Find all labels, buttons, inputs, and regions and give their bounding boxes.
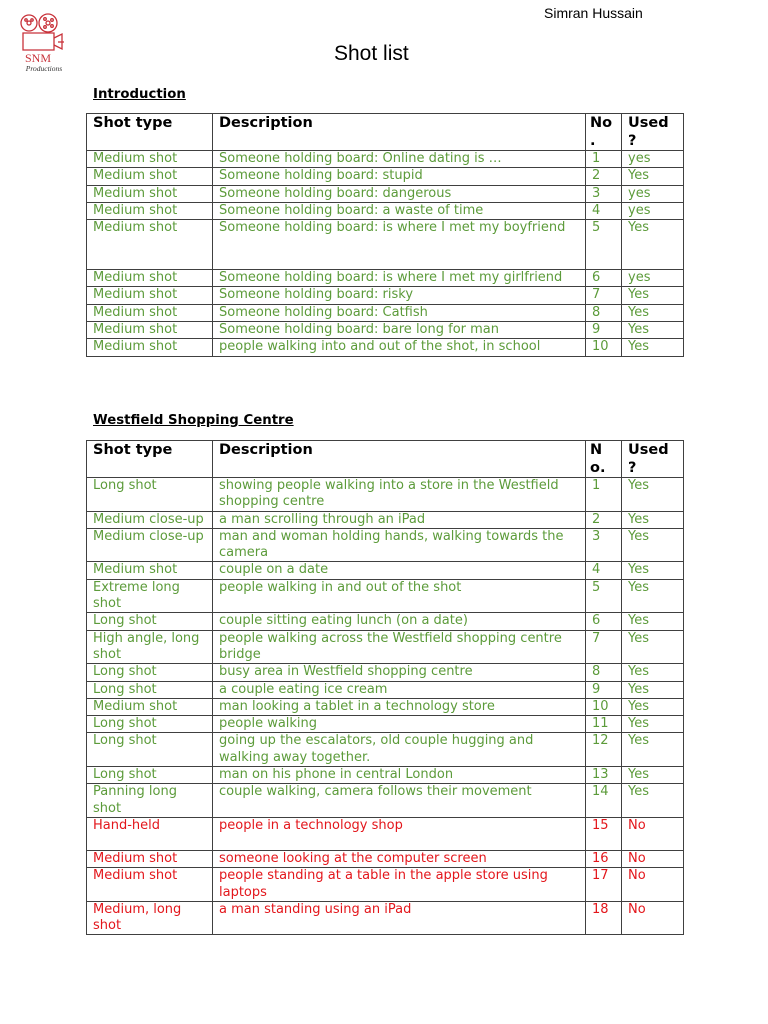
- cell-description: people standing at a table in the apple store using laptops: [213, 868, 586, 902]
- table-row: [87, 151, 684, 168]
- cell-description: people walking: [213, 716, 586, 733]
- cell-used: Yes: [622, 287, 684, 304]
- table-row: [87, 478, 684, 512]
- cell-description: Someone holding board: stupid: [213, 168, 586, 185]
- cell-number: 17: [586, 868, 622, 902]
- table-row: [87, 630, 684, 664]
- cell-number: 12: [586, 733, 622, 767]
- cell-used: No: [622, 868, 684, 902]
- section-heading-westfield: Westfield Shopping Centre: [93, 413, 294, 428]
- cell-description: Someone holding board: a waste of time: [213, 202, 586, 219]
- table-row: [87, 698, 684, 715]
- cell-shot-type: Long shot: [87, 733, 213, 767]
- table-row: [87, 339, 684, 356]
- cell-used: Yes: [622, 478, 684, 512]
- table-row: [87, 901, 684, 935]
- cell-used: No: [622, 850, 684, 867]
- cell-shot-type: Medium close-up: [87, 511, 213, 528]
- introduction-shot-table: [86, 113, 684, 357]
- cell-shot-type: Long shot: [87, 478, 213, 512]
- table-row: [87, 202, 684, 219]
- cell-number: 3: [586, 528, 622, 562]
- column-header-shot-type: Shot type: [87, 114, 213, 151]
- cell-shot-type: High angle, long shot: [87, 630, 213, 664]
- cell-used: Yes: [622, 339, 684, 356]
- cell-number: 16: [586, 850, 622, 867]
- logo-subtext: Productions: [25, 64, 63, 73]
- cell-shot-type: Medium shot: [87, 202, 213, 219]
- cell-description: Someone holding board: dangerous: [213, 185, 586, 202]
- table-header-row: [87, 441, 684, 478]
- section-heading-introduction: Introduction: [93, 87, 186, 102]
- cell-shot-type: Medium close-up: [87, 528, 213, 562]
- column-header-shot-type: Shot type: [87, 441, 213, 478]
- cell-shot-type: Medium shot: [87, 868, 213, 902]
- cell-number: 9: [586, 322, 622, 339]
- cell-shot-type: Medium shot: [87, 185, 213, 202]
- table-row: [87, 287, 684, 304]
- cell-shot-type: Long shot: [87, 767, 213, 784]
- cell-number: 3: [586, 185, 622, 202]
- cell-number: 10: [586, 339, 622, 356]
- cell-used: Yes: [622, 528, 684, 562]
- cell-number: 6: [586, 613, 622, 630]
- cell-description: a man standing using an iPad: [213, 901, 586, 935]
- cell-used: Yes: [622, 511, 684, 528]
- cell-used: Yes: [622, 733, 684, 767]
- column-header-number: No .: [586, 114, 622, 151]
- cell-shot-type: Medium shot: [87, 562, 213, 579]
- cell-shot-type: Hand-held: [87, 817, 213, 850]
- cell-description: Someone holding board: risky: [213, 287, 586, 304]
- cell-shot-type: Long shot: [87, 681, 213, 698]
- cell-used: No: [622, 817, 684, 850]
- cell-number: 8: [586, 304, 622, 321]
- cell-shot-type: Long shot: [87, 716, 213, 733]
- table-row: [87, 220, 684, 270]
- table-row: [87, 579, 684, 613]
- page-title: Shot list: [334, 42, 409, 65]
- column-header-number: N o.: [586, 441, 622, 478]
- cell-used: Yes: [622, 613, 684, 630]
- cell-number: 11: [586, 716, 622, 733]
- cell-number: 13: [586, 767, 622, 784]
- table-row: [87, 270, 684, 287]
- cell-used: Yes: [622, 168, 684, 185]
- cell-number: 4: [586, 562, 622, 579]
- cell-used: yes: [622, 202, 684, 219]
- cell-shot-type: Medium shot: [87, 339, 213, 356]
- cell-number: 15: [586, 817, 622, 850]
- cell-shot-type: Medium shot: [87, 270, 213, 287]
- cell-number: 7: [586, 630, 622, 664]
- cell-shot-type: Medium, long shot: [87, 901, 213, 935]
- cell-shot-type: Medium shot: [87, 151, 213, 168]
- cell-description: Someone holding board: is where I met my boyfriend: [213, 220, 586, 270]
- cell-number: 1: [586, 151, 622, 168]
- cell-description: couple on a date: [213, 562, 586, 579]
- cell-used: Yes: [622, 322, 684, 339]
- cell-shot-type: Medium shot: [87, 698, 213, 715]
- cell-description: Someone holding board: is where I met my girlfriend: [213, 270, 586, 287]
- table-row: [87, 716, 684, 733]
- cell-shot-type: Medium shot: [87, 168, 213, 185]
- table-row: [87, 322, 684, 339]
- cell-description: couple walking, camera follows their movement: [213, 784, 586, 818]
- cell-shot-type: Long shot: [87, 664, 213, 681]
- column-header-used: Used ?: [622, 114, 684, 151]
- cell-description: man and woman holding hands, walking towards the camera: [213, 528, 586, 562]
- column-header-description: Description: [213, 114, 586, 151]
- table-row: [87, 817, 684, 850]
- cell-description: a couple eating ice cream: [213, 681, 586, 698]
- cell-used: Yes: [622, 664, 684, 681]
- cell-description: someone looking at the computer screen: [213, 850, 586, 867]
- cell-number: 4: [586, 202, 622, 219]
- cell-used: Yes: [622, 630, 684, 664]
- cell-shot-type: Medium shot: [87, 220, 213, 270]
- cell-used: yes: [622, 185, 684, 202]
- table-header-row: [87, 114, 684, 151]
- cell-description: people walking into and out of the shot, in school: [213, 339, 586, 356]
- cell-number: 7: [586, 287, 622, 304]
- cell-used: Yes: [622, 220, 684, 270]
- cell-used: Yes: [622, 784, 684, 818]
- cell-description: showing people walking into a store in the Westfield shopping centre: [213, 478, 586, 512]
- table-row: [87, 784, 684, 818]
- cell-number: 1: [586, 478, 622, 512]
- cell-used: Yes: [622, 304, 684, 321]
- cell-used: Yes: [622, 681, 684, 698]
- table-row: [87, 850, 684, 867]
- cell-number: 10: [586, 698, 622, 715]
- cell-used: yes: [622, 151, 684, 168]
- column-header-used: Used ?: [622, 441, 684, 478]
- cell-shot-type: Medium shot: [87, 850, 213, 867]
- cell-shot-type: Long shot: [87, 613, 213, 630]
- cell-number: 9: [586, 681, 622, 698]
- cell-description: a man scrolling through an iPad: [213, 511, 586, 528]
- cell-description: going up the escalators, old couple hugging and walking away together.: [213, 733, 586, 767]
- cell-used: No: [622, 901, 684, 935]
- table-row: [87, 868, 684, 902]
- cell-used: yes: [622, 270, 684, 287]
- cell-description: couple sitting eating lunch (on a date): [213, 613, 586, 630]
- snm-productions-logo: [14, 12, 74, 74]
- cell-number: 2: [586, 511, 622, 528]
- table-row: [87, 681, 684, 698]
- cell-description: Someone holding board: Catfish: [213, 304, 586, 321]
- cell-description: Someone holding board: Online dating is …: [213, 151, 586, 168]
- table-row: [87, 767, 684, 784]
- cell-description: busy area in Westfield shopping centre: [213, 664, 586, 681]
- table-row: [87, 528, 684, 562]
- table-row: [87, 304, 684, 321]
- column-header-description: Description: [213, 441, 586, 478]
- cell-shot-type: Medium shot: [87, 304, 213, 321]
- cell-shot-type: Medium shot: [87, 322, 213, 339]
- cell-number: 8: [586, 664, 622, 681]
- cell-shot-type: Extreme long shot: [87, 579, 213, 613]
- cell-number: 6: [586, 270, 622, 287]
- cell-used: Yes: [622, 579, 684, 613]
- table-row: [87, 733, 684, 767]
- cell-description: people walking in and out of the shot: [213, 579, 586, 613]
- cell-number: 14: [586, 784, 622, 818]
- cell-description: people walking across the Westfield shopping centre bridge: [213, 630, 586, 664]
- cell-description: man on his phone in central London: [213, 767, 586, 784]
- cell-description: Someone holding board: bare long for man: [213, 322, 586, 339]
- cell-number: 5: [586, 579, 622, 613]
- cell-description: man looking a tablet in a technology store: [213, 698, 586, 715]
- cell-shot-type: Panning long shot: [87, 784, 213, 818]
- logo-text: SNM: [24, 51, 52, 65]
- cell-number: 2: [586, 168, 622, 185]
- cell-used: Yes: [622, 716, 684, 733]
- cell-shot-type: Medium shot: [87, 287, 213, 304]
- table-row: [87, 562, 684, 579]
- table-row: [87, 168, 684, 185]
- table-row: [87, 511, 684, 528]
- cell-used: Yes: [622, 698, 684, 715]
- cell-number: 5: [586, 220, 622, 270]
- table-row: [87, 664, 684, 681]
- westfield-shot-table: [86, 440, 684, 935]
- cell-used: Yes: [622, 562, 684, 579]
- table-row: [87, 185, 684, 202]
- author-name: Simran Hussain: [544, 5, 643, 21]
- cell-number: 18: [586, 901, 622, 935]
- cell-used: Yes: [622, 767, 684, 784]
- cell-description: people in a technology shop: [213, 817, 586, 850]
- table-row: [87, 613, 684, 630]
